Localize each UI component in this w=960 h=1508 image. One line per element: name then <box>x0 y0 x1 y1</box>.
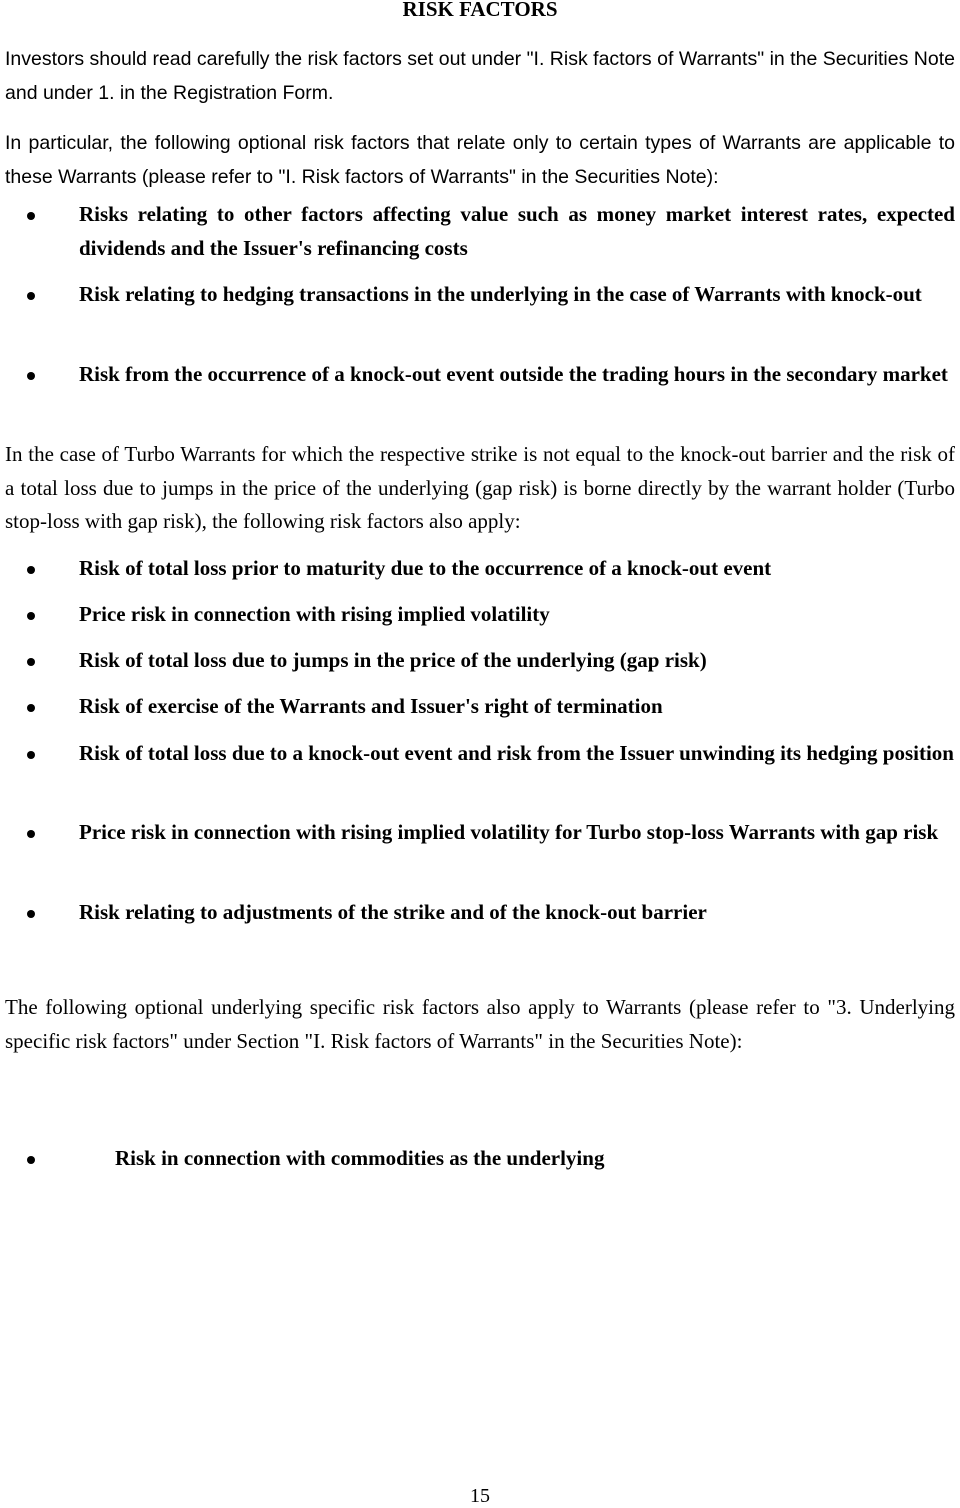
bullet-icon <box>27 372 35 380</box>
list-item <box>5 737 955 771</box>
bullet-icon <box>27 830 35 838</box>
list-item <box>5 896 955 930</box>
bullet-icon <box>27 1156 35 1164</box>
bullet-icon <box>27 751 35 759</box>
bullet-icon <box>27 566 35 574</box>
list-item <box>5 816 955 850</box>
list-item-text: Risk of total loss due to jumps in the price of the underlying (gap risk) <box>79 648 707 672</box>
optional-risks-intro: In particular, the following optional risk factors that relate only to certain types of Warrants are applicable to these Warrants (please refer to "I. Risk factors of Warrants" in the Securities Note): <box>5 132 955 188</box>
list-item-text: Risk in connection with commodities as the underlying <box>115 1146 605 1170</box>
bullet-icon <box>27 612 35 620</box>
list-item <box>5 690 955 724</box>
list-item-text: Risk of total loss due to a knock-out event and risk from the Issuer unwinding its hedging position <box>79 741 954 765</box>
list-item <box>5 1142 955 1176</box>
page-number: 15 <box>470 1485 490 1507</box>
list-item-text: Risk relating to adjustments of the strike and of the knock-out barrier <box>79 900 707 924</box>
list-item-text: Price risk in connection with rising implied volatility for Turbo stop-loss Warrants with gap risk <box>79 820 939 844</box>
list-item-text: Price risk in connection with rising implied volatility <box>79 602 550 626</box>
list-item <box>5 198 955 265</box>
turbo-warrants-intro: In the case of Turbo Warrants for which the respective strike is not equal to the knock-out barrier and the risk of a total loss due to jumps in the price of the underlying (gap risk) is borne directly by the warrant holder (Turbo stop-loss with gap risk), the following risk factors also apply: <box>5 442 955 533</box>
list-item <box>5 358 955 392</box>
list-item <box>5 278 955 312</box>
list-item-text: Risks relating to other factors affecting value such as money market interest rates, expected dividends and the Issuer's refinancing costs <box>79 202 955 260</box>
list-item <box>5 644 955 678</box>
bullet-icon <box>27 910 35 918</box>
intro-paragraph: Investors should read carefully the risk factors set out under "I. Risk factors of Warrants" in the Securities Note and under 1. in the Registration Form. <box>5 48 955 104</box>
bullet-icon <box>27 704 35 712</box>
underlying-risks-intro: The following optional underlying specific risk factors also apply to Warrants (please refer to "3. Underlying specific risk factors" under Section "I. Risk factors of Warrants" in the Securities Note): <box>5 995 955 1053</box>
list-item <box>5 552 955 586</box>
page-title: RISK FACTORS <box>402 0 558 21</box>
list-item-text: Risk of total loss prior to maturity due to the occurrence of a knock-out event <box>79 556 772 580</box>
list-item-text: Risk of exercise of the Warrants and Issuer's right of termination <box>79 694 663 718</box>
bullet-icon <box>27 292 35 300</box>
list-item-text: Risk from the occurrence of a knock-out event outside the trading hours in the secondary market <box>79 362 948 386</box>
bullet-icon <box>27 658 35 666</box>
list-item-text: Risk relating to hedging transactions in the underlying in the case of Warrants with knock-out <box>79 282 922 306</box>
bullet-icon <box>27 212 35 220</box>
list-item <box>5 598 955 632</box>
